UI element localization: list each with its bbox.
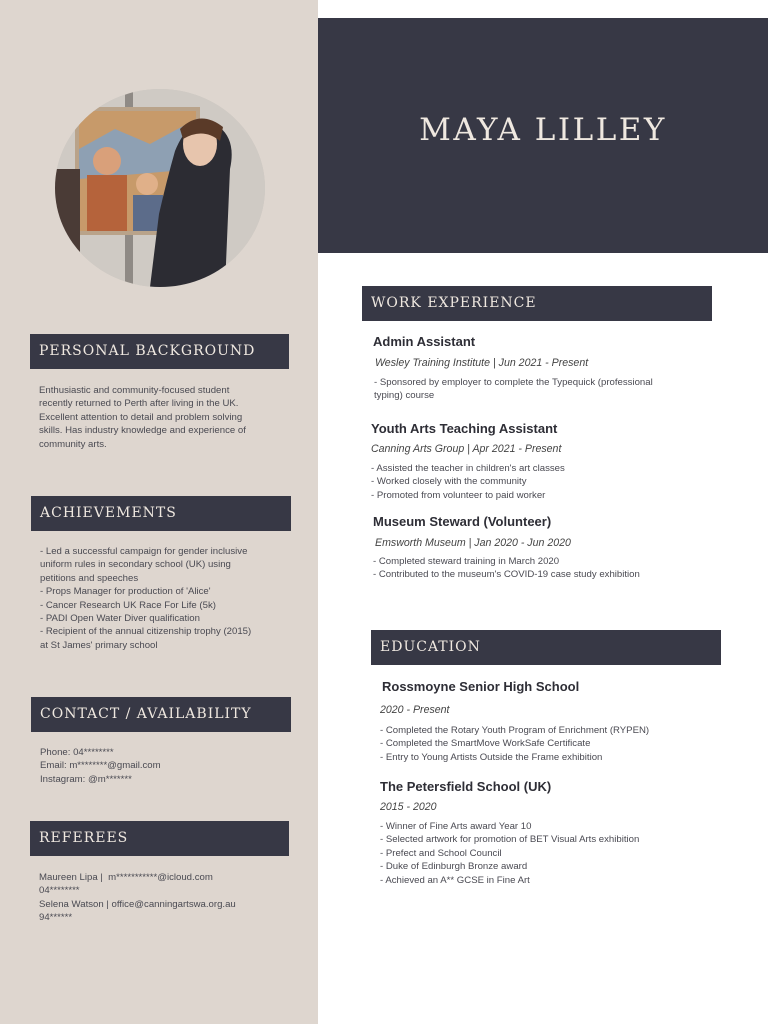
bullet-line: - Achieved an A** GCSE in Fine Art [380, 874, 530, 886]
text-line: Enthusiastic and community-focused student [39, 385, 230, 396]
education-heading: EDUCATION [371, 630, 721, 665]
contact-heading: CONTACT / AVAILABILITY [31, 697, 291, 732]
bullet-line: - Promoted from volunteer to paid worker [371, 489, 546, 501]
job-bullets [371, 462, 701, 502]
school-bullets [380, 724, 720, 764]
text-line: Selena Watson | office@canningartswa.org.au [39, 898, 236, 910]
job-bullets [373, 555, 713, 582]
text-line: - Cancer Research UK Race For Life (5k) [40, 599, 216, 611]
text-line: community arts. [39, 438, 107, 450]
job-meta: Emsworth Museum | Jan 2020 - Jun 2020 [375, 537, 571, 549]
school-dates: 2015 - 2020 [380, 801, 437, 813]
text-line: - Props Manager for production of 'Alice' [40, 586, 211, 598]
job-meta: Canning Arts Group | Apr 2021 - Present [371, 443, 562, 455]
contact-text [40, 746, 300, 786]
personal-background-heading: PERSONAL BACKGROUND [30, 334, 289, 369]
text-line: - PADI Open Water Diver qualification [40, 613, 200, 625]
text-line: Phone: 04******** [40, 747, 114, 758]
candidate-name: MAYA LILLEY [419, 112, 667, 148]
achievements-text [40, 545, 300, 652]
text-line: petitions and speeches [40, 572, 139, 584]
job-meta: Wesley Training Institute | Jun 2021 - Present [375, 357, 589, 369]
text-line: Maureen Lipa | m***********@icloud.com [39, 872, 213, 883]
bullet-line: - Prefect and School Council [380, 847, 502, 859]
text-line: at St James' primary school [40, 639, 158, 651]
job-bullets [374, 376, 704, 403]
school-dates: 2020 - Present [380, 704, 450, 716]
text-line: Email: m********@gmail.com [40, 760, 161, 772]
job-title: Youth Arts Teaching Assistant [371, 421, 558, 436]
text-line: skills. Has industry knowledge and experience of [39, 425, 246, 437]
bullet-line: - Completed the Rotary Youth Program of Enrichment (RYPEN) [380, 725, 650, 736]
text-line: 94****** [39, 912, 73, 924]
referees-text [39, 871, 309, 925]
profile-photo [55, 89, 265, 287]
job-title: Museum Steward (Volunteer) [373, 514, 552, 529]
text-line: - Recipient of the annual citizenship trophy (2015) [40, 626, 252, 638]
text-line: uniform rules in secondary school (UK) using [40, 559, 231, 571]
bullet-line: - Duke of Edinburgh Bronze award [380, 861, 528, 873]
bullet-line: - Completed steward training in March 2020 [373, 556, 560, 567]
school-bullets [380, 820, 720, 887]
text-line: recently returned to Perth after living in the UK. [39, 398, 239, 410]
bullet-line: - Winner of Fine Arts award Year 10 [380, 821, 532, 832]
job-title: Admin Assistant [373, 334, 476, 349]
bullet-line: - Assisted the teacher in children's art classes [371, 463, 565, 474]
bullet-line: - Contributed to the museum's COVID-19 case study exhibition [373, 569, 640, 581]
bullet-line: typing) course [374, 390, 435, 402]
school-name: The Petersfield School (UK) [380, 779, 552, 794]
text-line: Excellent attention to detail and problem solving [39, 411, 243, 423]
bullet-line: - Sponsored by employer to complete the Typequick (professional [374, 377, 653, 388]
bullet-line: - Selected artwork for promotion of BET Visual Arts exhibition [380, 834, 640, 846]
bullet-line: - Entry to Young Artists Outside the Frame exhibition [380, 751, 603, 763]
bullet-line: - Completed the SmartMove WorkSafe Certificate [380, 738, 591, 750]
school-name: Rossmoyne Senior High School [382, 679, 580, 694]
referees-heading: REFEREES [30, 821, 289, 856]
achievements-heading: ACHIEVEMENTS [31, 496, 291, 531]
work-experience-heading: WORK EXPERIENCE [362, 286, 712, 321]
text-line: - Led a successful campaign for gender inclusive [40, 546, 248, 557]
bullet-line: - Worked closely with the community [371, 476, 527, 488]
personal-background-text [39, 384, 299, 451]
text-line: Instagram: @m******* [40, 773, 132, 785]
text-line: 04******** [39, 885, 80, 897]
